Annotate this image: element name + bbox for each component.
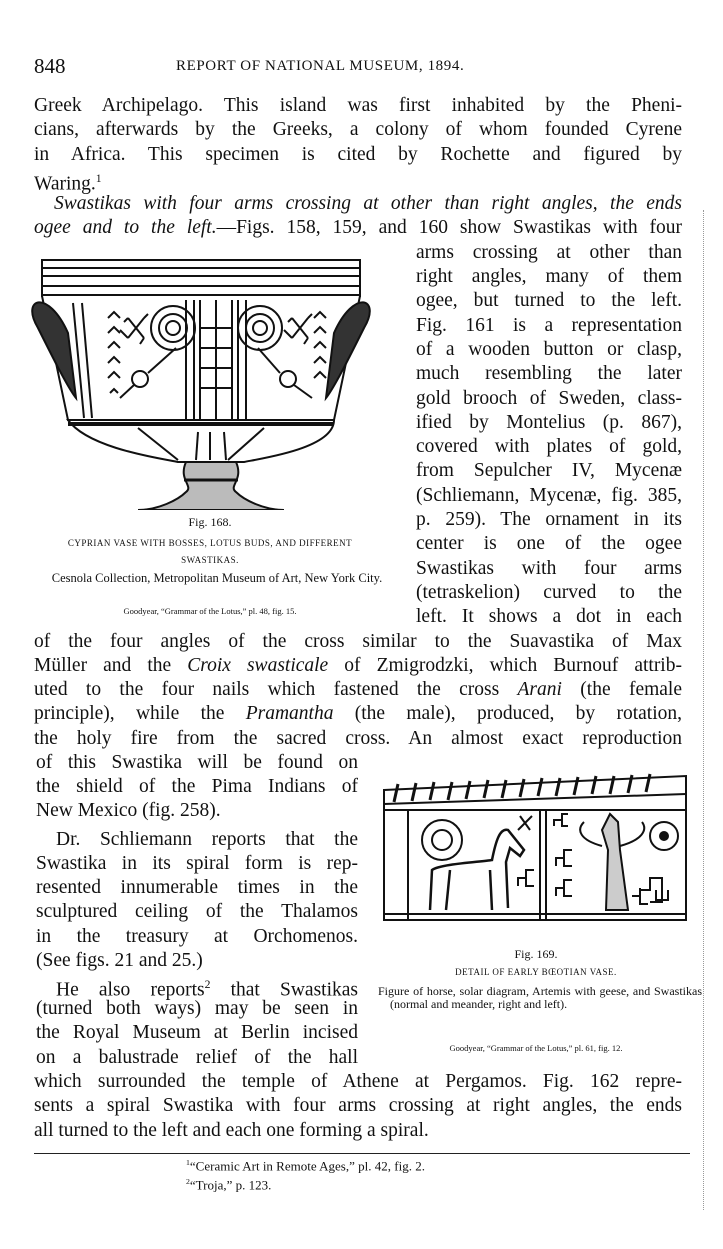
section-heading-end: ogee and to the left. [34, 217, 217, 238]
text-line: Swastikas with four arms [416, 558, 682, 579]
text-line: in Africa. This specimen is cited by Rochette and figured by [34, 144, 682, 165]
footnote [186, 1177, 271, 1193]
cyprian-vase-illustration [28, 248, 393, 510]
italic-term: Arani [517, 679, 562, 700]
text-line: of this Swastika will be found on [36, 752, 358, 773]
figure-number: Fig. 169. [514, 947, 558, 961]
text-span: He also reports [56, 979, 205, 1001]
text-line [34, 654, 682, 679]
page-edge-dots [703, 210, 706, 1210]
text-line: (Schliemann, Mycenæ, fig. 385, [416, 485, 682, 506]
figure-number: Fig. 168. [188, 515, 232, 529]
text-line: gold brooch of Sweden, class- [416, 388, 682, 409]
boeotian-vase-detail-illustration [380, 770, 692, 930]
footnote-text: “Ceramic Art in Remote Ages,” pl. 42, fig. 2. [189, 1158, 425, 1174]
text-span: of Zmigrodzki, which Burnouf attrib- [328, 655, 682, 676]
text-line [54, 192, 682, 217]
text-line: center is one of the ogee [416, 533, 682, 554]
text-line: the shield of the Pima Indians of [36, 776, 358, 797]
text-line: Fig. 161 is a representation [416, 315, 682, 336]
text-line: which surrounded the temple of Athene at Pergamos. Fig. 162 repre- [34, 1071, 682, 1092]
text-line: in the treasury at Orchomenos. [36, 926, 358, 947]
footnote-mark: 2 [186, 1177, 190, 1186]
text-line: arms crossing at other than [416, 242, 682, 263]
text-span: —Figs. 158, 159, and 160 show Swastikas with four [216, 217, 682, 238]
footnote-text: “Troja,” p. 123. [189, 1177, 272, 1193]
figure-source: Goodyear, “Grammar of the Lotus,” pl. 48, fig. 15. [123, 606, 297, 616]
text-line: ogee, but turned to the left. [416, 290, 682, 311]
running-title: REPORT OF NATIONAL MUSEUM, 1894. [176, 58, 465, 74]
section-heading: Swastikas with four arms crossing at other than right angles, the ends [54, 193, 682, 214]
footnote-ref[interactable]: 1 [95, 172, 102, 185]
text-line: right angles, many of them [416, 266, 682, 287]
figure-source: Goodyear, “Grammar of the Lotus,” pl. 61, fig. 12. [449, 1043, 623, 1053]
text-line: Greek Archipelago. This island was first inhabited by the Pheni- [34, 95, 682, 116]
text-span: that Swastikas [210, 979, 358, 1001]
text-span: principle), while the [34, 703, 246, 724]
text-line [34, 678, 682, 703]
text-line: resented innumerable times in the [36, 877, 358, 898]
text-line: all turned to the left and each one forming a spiral. [34, 1120, 429, 1141]
figure-title: DETAIL OF EARLY BŒOTIAN VASE. [455, 967, 617, 977]
text-line: sents a spiral Swastika with four arms crossing at right angles, the ends [34, 1095, 682, 1116]
text-line: the Royal Museum at Berlin incised [36, 1022, 358, 1043]
footnote-ref[interactable]: 2 [204, 978, 211, 991]
text-line: ified by Montelius (p. 867), [416, 412, 682, 433]
text-line: from Sepulcher IV, Mycenæ [416, 460, 682, 481]
figure-title: CYPRIAN VASE WITH BOSSES, LOTUS BUDS, AND DIFFERENT [67, 538, 353, 548]
text-line: on a balustrade relief of the hall [36, 1047, 358, 1068]
text-line: of the four angles of the cross similar to the Suavastika of Max [34, 631, 682, 652]
text-line: New Mexico (fig. 258). [36, 800, 221, 821]
text-span: (the male), produced, by rotation, [333, 703, 682, 724]
text-line [34, 702, 682, 727]
italic-term: Pramantha [245, 703, 334, 724]
text-line: (tetraskelion) curved to the [416, 582, 682, 603]
text-line: cians, afterwards by the Greeks, a colony of whom founded Cyrene [34, 119, 682, 140]
figure-169-image [380, 770, 692, 930]
figure-description: Figure of horse, solar diagram, Artemis with geese, and Swastikas (normal and meander, right and left). [378, 984, 702, 1011]
footnote [186, 1158, 425, 1174]
text-span: Müller and the [34, 655, 188, 676]
text-line [34, 216, 682, 241]
page-number: 848 [34, 54, 66, 78]
footnote-rule [34, 1153, 690, 1154]
text-line: left. It shows a dot in each [416, 606, 682, 627]
text-line: of a wooden button or clasp, [416, 339, 682, 360]
text-line: covered with plates of gold, [416, 436, 682, 457]
text-span: (the female [561, 679, 682, 700]
text-span: Waring. [34, 173, 96, 195]
figure-subtitle: Cesnola Collection, Metropolitan Museum of Art, New York City. [51, 571, 383, 585]
text-line: Dr. Schliemann reports that the [56, 829, 358, 850]
text-line: sculptured ceiling of the Thalamos [36, 901, 358, 922]
italic-term: Croix swasticale [187, 655, 329, 676]
text-line: (turned both ways) may be seen in [36, 998, 358, 1019]
text-line: p. 259). The ornament in its [416, 509, 682, 530]
text-line: Swastika in its spiral form is rep- [36, 853, 358, 874]
text-line: much resembling the later [416, 363, 682, 384]
footnote-mark: 1 [186, 1158, 190, 1167]
text-line: the holy fire from the sacred cross. An almost exact reproduction [34, 728, 682, 749]
text-line: (See figs. 21 and 25.) [36, 950, 203, 971]
text-span: uted to the four nails which fastened the cross [34, 679, 518, 700]
figure-168-image [28, 248, 393, 510]
figure-title: SWASTIKAS. [181, 555, 239, 565]
